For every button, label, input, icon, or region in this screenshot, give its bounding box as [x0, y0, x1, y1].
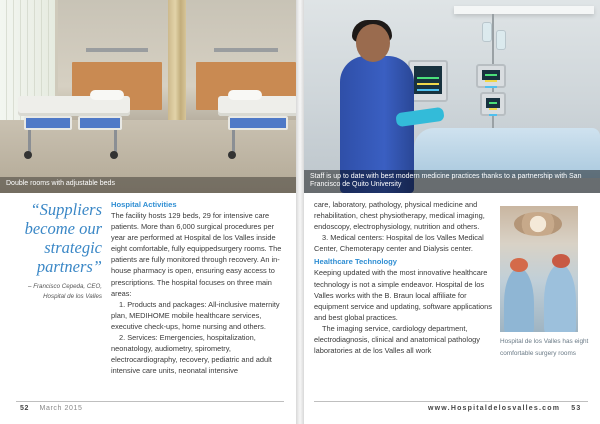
surgeon: [504, 268, 534, 332]
pull-quote-attribution: [16, 282, 102, 302]
surgical-cap: [510, 258, 528, 272]
hospital-bed: [218, 96, 296, 160]
ceiling-light: [454, 6, 594, 14]
article-column: [314, 199, 497, 356]
infusion-pump: [476, 64, 506, 88]
footer-rule: [314, 401, 588, 402]
hospital-bed: [18, 96, 130, 160]
privacy-curtain: [168, 0, 186, 140]
page-footer: [428, 405, 581, 412]
nurse-head: [356, 24, 390, 62]
attribution-line: Hospital de los Valles: [43, 293, 102, 300]
iv-bag: [496, 30, 506, 50]
issue-date: March 2015: [39, 405, 83, 412]
body-paragraph: 2. Services: Emergencies, hospitalization, neonatology, audiometry, spirometry, electrocardiography, recovery, pediatric and adult intensive care units, neonatal intensive: [111, 333, 272, 376]
surgical-cap: [552, 254, 570, 268]
icu-staff-photo: [304, 0, 600, 193]
page-number: 52: [20, 405, 29, 412]
body-paragraph: 3. Medical centers: Hospital de los Valles Medical Center, Chemoterapy center and Dialysis center.: [314, 233, 484, 254]
photo-caption: Staff is up to date with best modern medicine practices thanks to a partnership with San Francisco de Quito University: [304, 170, 600, 193]
body-paragraph: The imaging service, cardiology department, electrodiagnosis, clinical and anatomical pathology laboratories at de los Valles all work: [314, 323, 480, 356]
wall-rail: [214, 48, 278, 52]
iv-bag: [482, 22, 492, 42]
wall-rail: [86, 48, 148, 52]
side-photo-caption: Hospital de los Valles has eight comfortable surgery rooms: [500, 338, 589, 357]
patient-monitor: [408, 60, 448, 102]
footer-rule: [16, 401, 284, 402]
spine-gutter: [296, 0, 304, 424]
pull-quote: [16, 200, 102, 302]
infusion-pump: [480, 92, 506, 116]
section-heading: Hospital Activities: [111, 200, 177, 209]
photo-caption: Double rooms with adjustable beds: [0, 177, 296, 193]
surgical-lamp: [514, 212, 562, 236]
body-paragraph: care, laboratory, pathology, physical medicine and rehabilitation, chest physiotherapy, medical imaging, endoscopy, electrophysiology, nutrition and others.: [314, 200, 485, 232]
body-paragraph: Keeping updated with the most innovative healthcare technology is not a simple endeavor. Hospital de los Valles works with the B. Braun local affiliate for equipment service and updating, software applications and best global practices.: [314, 268, 492, 322]
body-paragraph: 1. Products and packages: All-inclusive maternity plan, MEDIHOME mobile healthcare services, executive check-ups, home nursing and others.: [111, 299, 280, 331]
right-page: [304, 0, 600, 424]
page-number: 53: [571, 405, 582, 412]
page-footer: [20, 405, 83, 412]
double-room-photo: [0, 0, 296, 193]
attribution-line: – Francisco Cepeda, CEO,: [28, 283, 102, 290]
website-url: www.Hospitaldelosvalles.com: [428, 405, 561, 412]
article-column: [111, 199, 285, 376]
pull-quote-text: “Suppliers become our strategic partners”: [24, 200, 102, 276]
left-page: [0, 0, 296, 424]
body-paragraph: The facility hosts 129 beds, 29 for intensive care patients. More than 6,000 surgical procedures per year are performed at Hospital de los Valles inside eight comfortable, fully equippedsurgery rooms. The patients are fully monitored through recovery. An in-house pharmacy is open, ensuring easy access to prescriptions. The hospital focuses on three main areas:: [111, 211, 282, 298]
section-heading: Healthcare Technology: [314, 257, 397, 267]
surgeon: [544, 264, 576, 332]
surgery-room-photo: [500, 206, 578, 332]
